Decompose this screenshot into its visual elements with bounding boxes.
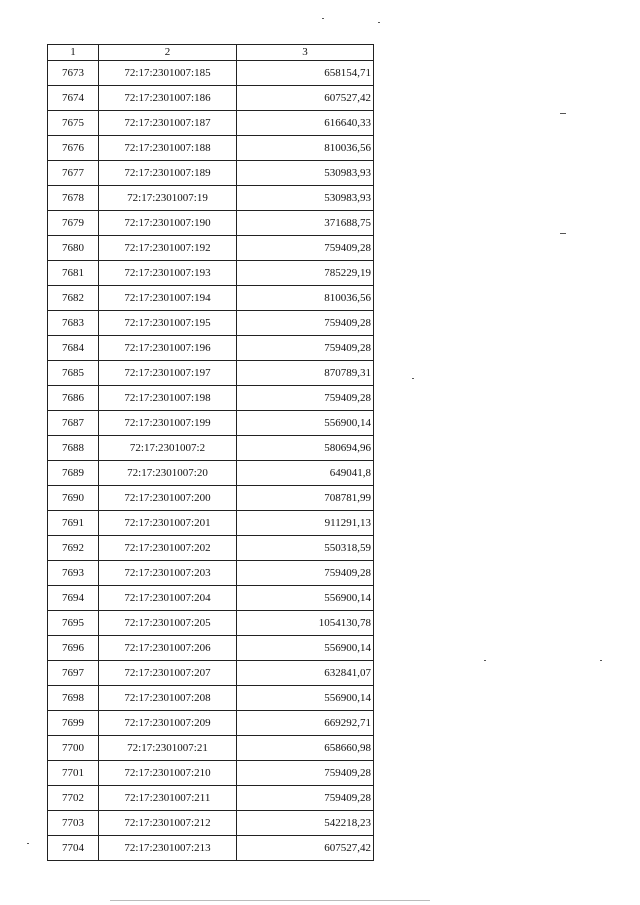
table-row: [48, 736, 374, 761]
row-number-cell: 7693: [48, 561, 99, 586]
scan-speck: [378, 22, 380, 23]
row-number-cell: 7701: [48, 761, 99, 786]
scan-edge-line: [110, 900, 430, 901]
cadastral-number-cell: 72:17:2301007:193: [99, 261, 237, 286]
cadastral-value-cell: 556900,14: [237, 686, 374, 711]
row-number-cell: 7675: [48, 111, 99, 136]
cadastral-value-cell: 785229,19: [237, 261, 374, 286]
row-number-cell: 7674: [48, 86, 99, 111]
cadastral-number-cell: 72:17:2301007:194: [99, 286, 237, 311]
table-row: [48, 436, 374, 461]
cadastral-number-cell: 72:17:2301007:206: [99, 636, 237, 661]
row-number-cell: 7681: [48, 261, 99, 286]
cadastral-value-cell: 649041,8: [237, 461, 374, 486]
cadastral-number-cell: 72:17:2301007:203: [99, 561, 237, 586]
cadastral-value-cell: 759409,28: [237, 336, 374, 361]
cadastral-number-cell: 72:17:2301007:196: [99, 336, 237, 361]
cadastral-value-cell: 632841,07: [237, 661, 374, 686]
table-row: [48, 286, 374, 311]
row-number-cell: 7685: [48, 361, 99, 386]
cadastral-value-cell: 542218,23: [237, 811, 374, 836]
table-row: [48, 411, 374, 436]
row-number-cell: 7677: [48, 161, 99, 186]
cadastral-value-cell: 759409,28: [237, 236, 374, 261]
table-row: [48, 236, 374, 261]
cadastral-number-cell: 72:17:2301007:186: [99, 86, 237, 111]
cadastral-number-cell: 72:17:2301007:188: [99, 136, 237, 161]
cadastral-number-cell: 72:17:2301007:204: [99, 586, 237, 611]
cadastral-value-cell: 530983,93: [237, 161, 374, 186]
table-row: [48, 536, 374, 561]
cadastral-value-cell: 810036,56: [237, 286, 374, 311]
table-row: [48, 611, 374, 636]
table-row: [48, 761, 374, 786]
cadastral-number-cell: 72:17:2301007:205: [99, 611, 237, 636]
cadastral-value-cell: 708781,99: [237, 486, 374, 511]
row-number-cell: 7704: [48, 836, 99, 861]
cadastral-value-cell: 759409,28: [237, 561, 374, 586]
row-number-cell: 7690: [48, 486, 99, 511]
table-row: [48, 661, 374, 686]
cadastral-number-cell: 72:17:2301007:187: [99, 111, 237, 136]
row-number-cell: 7696: [48, 636, 99, 661]
cadastral-number-cell: 72:17:2301007:192: [99, 236, 237, 261]
row-number-cell: 7673: [48, 61, 99, 86]
cadastral-value-cell: 759409,28: [237, 786, 374, 811]
column-header-number: 1: [48, 45, 99, 61]
column-header-cadastral-number: 2: [99, 45, 237, 61]
table-row: [48, 786, 374, 811]
table-row: [48, 636, 374, 661]
table-row: [48, 161, 374, 186]
cadastral-number-cell: 72:17:2301007:209: [99, 711, 237, 736]
cadastral-number-cell: 72:17:2301007:195: [99, 311, 237, 336]
table-row: [48, 211, 374, 236]
row-number-cell: 7683: [48, 311, 99, 336]
cadastral-number-cell: 72:17:2301007:208: [99, 686, 237, 711]
scan-speck: [322, 18, 324, 19]
cadastral-number-cell: 72:17:2301007:21: [99, 736, 237, 761]
row-number-cell: 7700: [48, 736, 99, 761]
cadastral-number-cell: 72:17:2301007:189: [99, 161, 237, 186]
cadastral-value-cell: 550318,59: [237, 536, 374, 561]
cadastral-value-cell: 658660,98: [237, 736, 374, 761]
scan-speck: [560, 233, 566, 234]
row-number-cell: 7686: [48, 386, 99, 411]
table-row: [48, 86, 374, 111]
cadastral-value-cell: 669292,71: [237, 711, 374, 736]
cadastral-value-cell: 870789,31: [237, 361, 374, 386]
row-number-cell: 7697: [48, 661, 99, 686]
cadastral-number-cell: 72:17:2301007:20: [99, 461, 237, 486]
table-row: [48, 186, 374, 211]
row-number-cell: 7688: [48, 436, 99, 461]
cadastral-value-table: [47, 44, 374, 861]
row-number-cell: 7698: [48, 686, 99, 711]
table-row: [48, 686, 374, 711]
cadastral-value-cell: 810036,56: [237, 136, 374, 161]
table-row: [48, 61, 374, 86]
table-row: [48, 336, 374, 361]
table-row: [48, 386, 374, 411]
table-row: [48, 311, 374, 336]
row-number-cell: 7684: [48, 336, 99, 361]
row-number-cell: 7680: [48, 236, 99, 261]
table-row: [48, 261, 374, 286]
cadastral-number-cell: 72:17:2301007:199: [99, 411, 237, 436]
scan-speck: [27, 843, 29, 844]
cadastral-value-cell: 607527,42: [237, 836, 374, 861]
cadastral-value-cell: 371688,75: [237, 211, 374, 236]
cadastral-value-cell: 616640,33: [237, 111, 374, 136]
row-number-cell: 7702: [48, 786, 99, 811]
table-row: [48, 511, 374, 536]
row-number-cell: 7692: [48, 536, 99, 561]
table-row: [48, 836, 374, 861]
cadastral-value-cell: 1054130,78: [237, 611, 374, 636]
row-number-cell: 7694: [48, 586, 99, 611]
cadastral-value-cell: 607527,42: [237, 86, 374, 111]
row-number-cell: 7703: [48, 811, 99, 836]
cadastral-number-cell: 72:17:2301007:185: [99, 61, 237, 86]
cadastral-value-cell: 658154,71: [237, 61, 374, 86]
row-number-cell: 7689: [48, 461, 99, 486]
cadastral-number-cell: 72:17:2301007:202: [99, 536, 237, 561]
cadastral-value-cell: 759409,28: [237, 386, 374, 411]
row-number-cell: 7695: [48, 611, 99, 636]
cadastral-value-cell: 556900,14: [237, 411, 374, 436]
cadastral-value-cell: 759409,28: [237, 311, 374, 336]
scan-speck: [600, 660, 602, 661]
scan-speck: [484, 660, 486, 661]
table-row: [48, 711, 374, 736]
cadastral-value-cell: 911291,13: [237, 511, 374, 536]
cadastral-number-cell: 72:17:2301007:2: [99, 436, 237, 461]
table-row: [48, 561, 374, 586]
row-number-cell: 7687: [48, 411, 99, 436]
table-row: [48, 811, 374, 836]
cadastral-number-cell: 72:17:2301007:197: [99, 361, 237, 386]
cadastral-number-cell: 72:17:2301007:201: [99, 511, 237, 536]
column-header-value: 3: [237, 45, 374, 61]
cadastral-number-cell: 72:17:2301007:210: [99, 761, 237, 786]
cadastral-number-cell: 72:17:2301007:190: [99, 211, 237, 236]
cadastral-number-cell: 72:17:2301007:19: [99, 186, 237, 211]
table-header-row: [48, 45, 374, 61]
cadastral-number-cell: 72:17:2301007:207: [99, 661, 237, 686]
table-row: [48, 486, 374, 511]
cadastral-value-cell: 556900,14: [237, 586, 374, 611]
row-number-cell: 7682: [48, 286, 99, 311]
cadastral-number-cell: 72:17:2301007:211: [99, 786, 237, 811]
cadastral-value-cell: 759409,28: [237, 761, 374, 786]
table-row: [48, 361, 374, 386]
row-number-cell: 7678: [48, 186, 99, 211]
table-body: [48, 61, 374, 861]
row-number-cell: 7699: [48, 711, 99, 736]
cadastral-number-cell: 72:17:2301007:198: [99, 386, 237, 411]
table-row: [48, 586, 374, 611]
cadastral-value-cell: 556900,14: [237, 636, 374, 661]
scan-speck: [412, 378, 414, 379]
row-number-cell: 7676: [48, 136, 99, 161]
row-number-cell: 7679: [48, 211, 99, 236]
table-row: [48, 111, 374, 136]
cadastral-value-cell: 530983,93: [237, 186, 374, 211]
table-row: [48, 136, 374, 161]
table-row: [48, 461, 374, 486]
cadastral-value-cell: 580694,96: [237, 436, 374, 461]
row-number-cell: 7691: [48, 511, 99, 536]
scan-speck: [560, 113, 566, 114]
cadastral-number-cell: 72:17:2301007:212: [99, 811, 237, 836]
cadastral-number-cell: 72:17:2301007:200: [99, 486, 237, 511]
cadastral-number-cell: 72:17:2301007:213: [99, 836, 237, 861]
